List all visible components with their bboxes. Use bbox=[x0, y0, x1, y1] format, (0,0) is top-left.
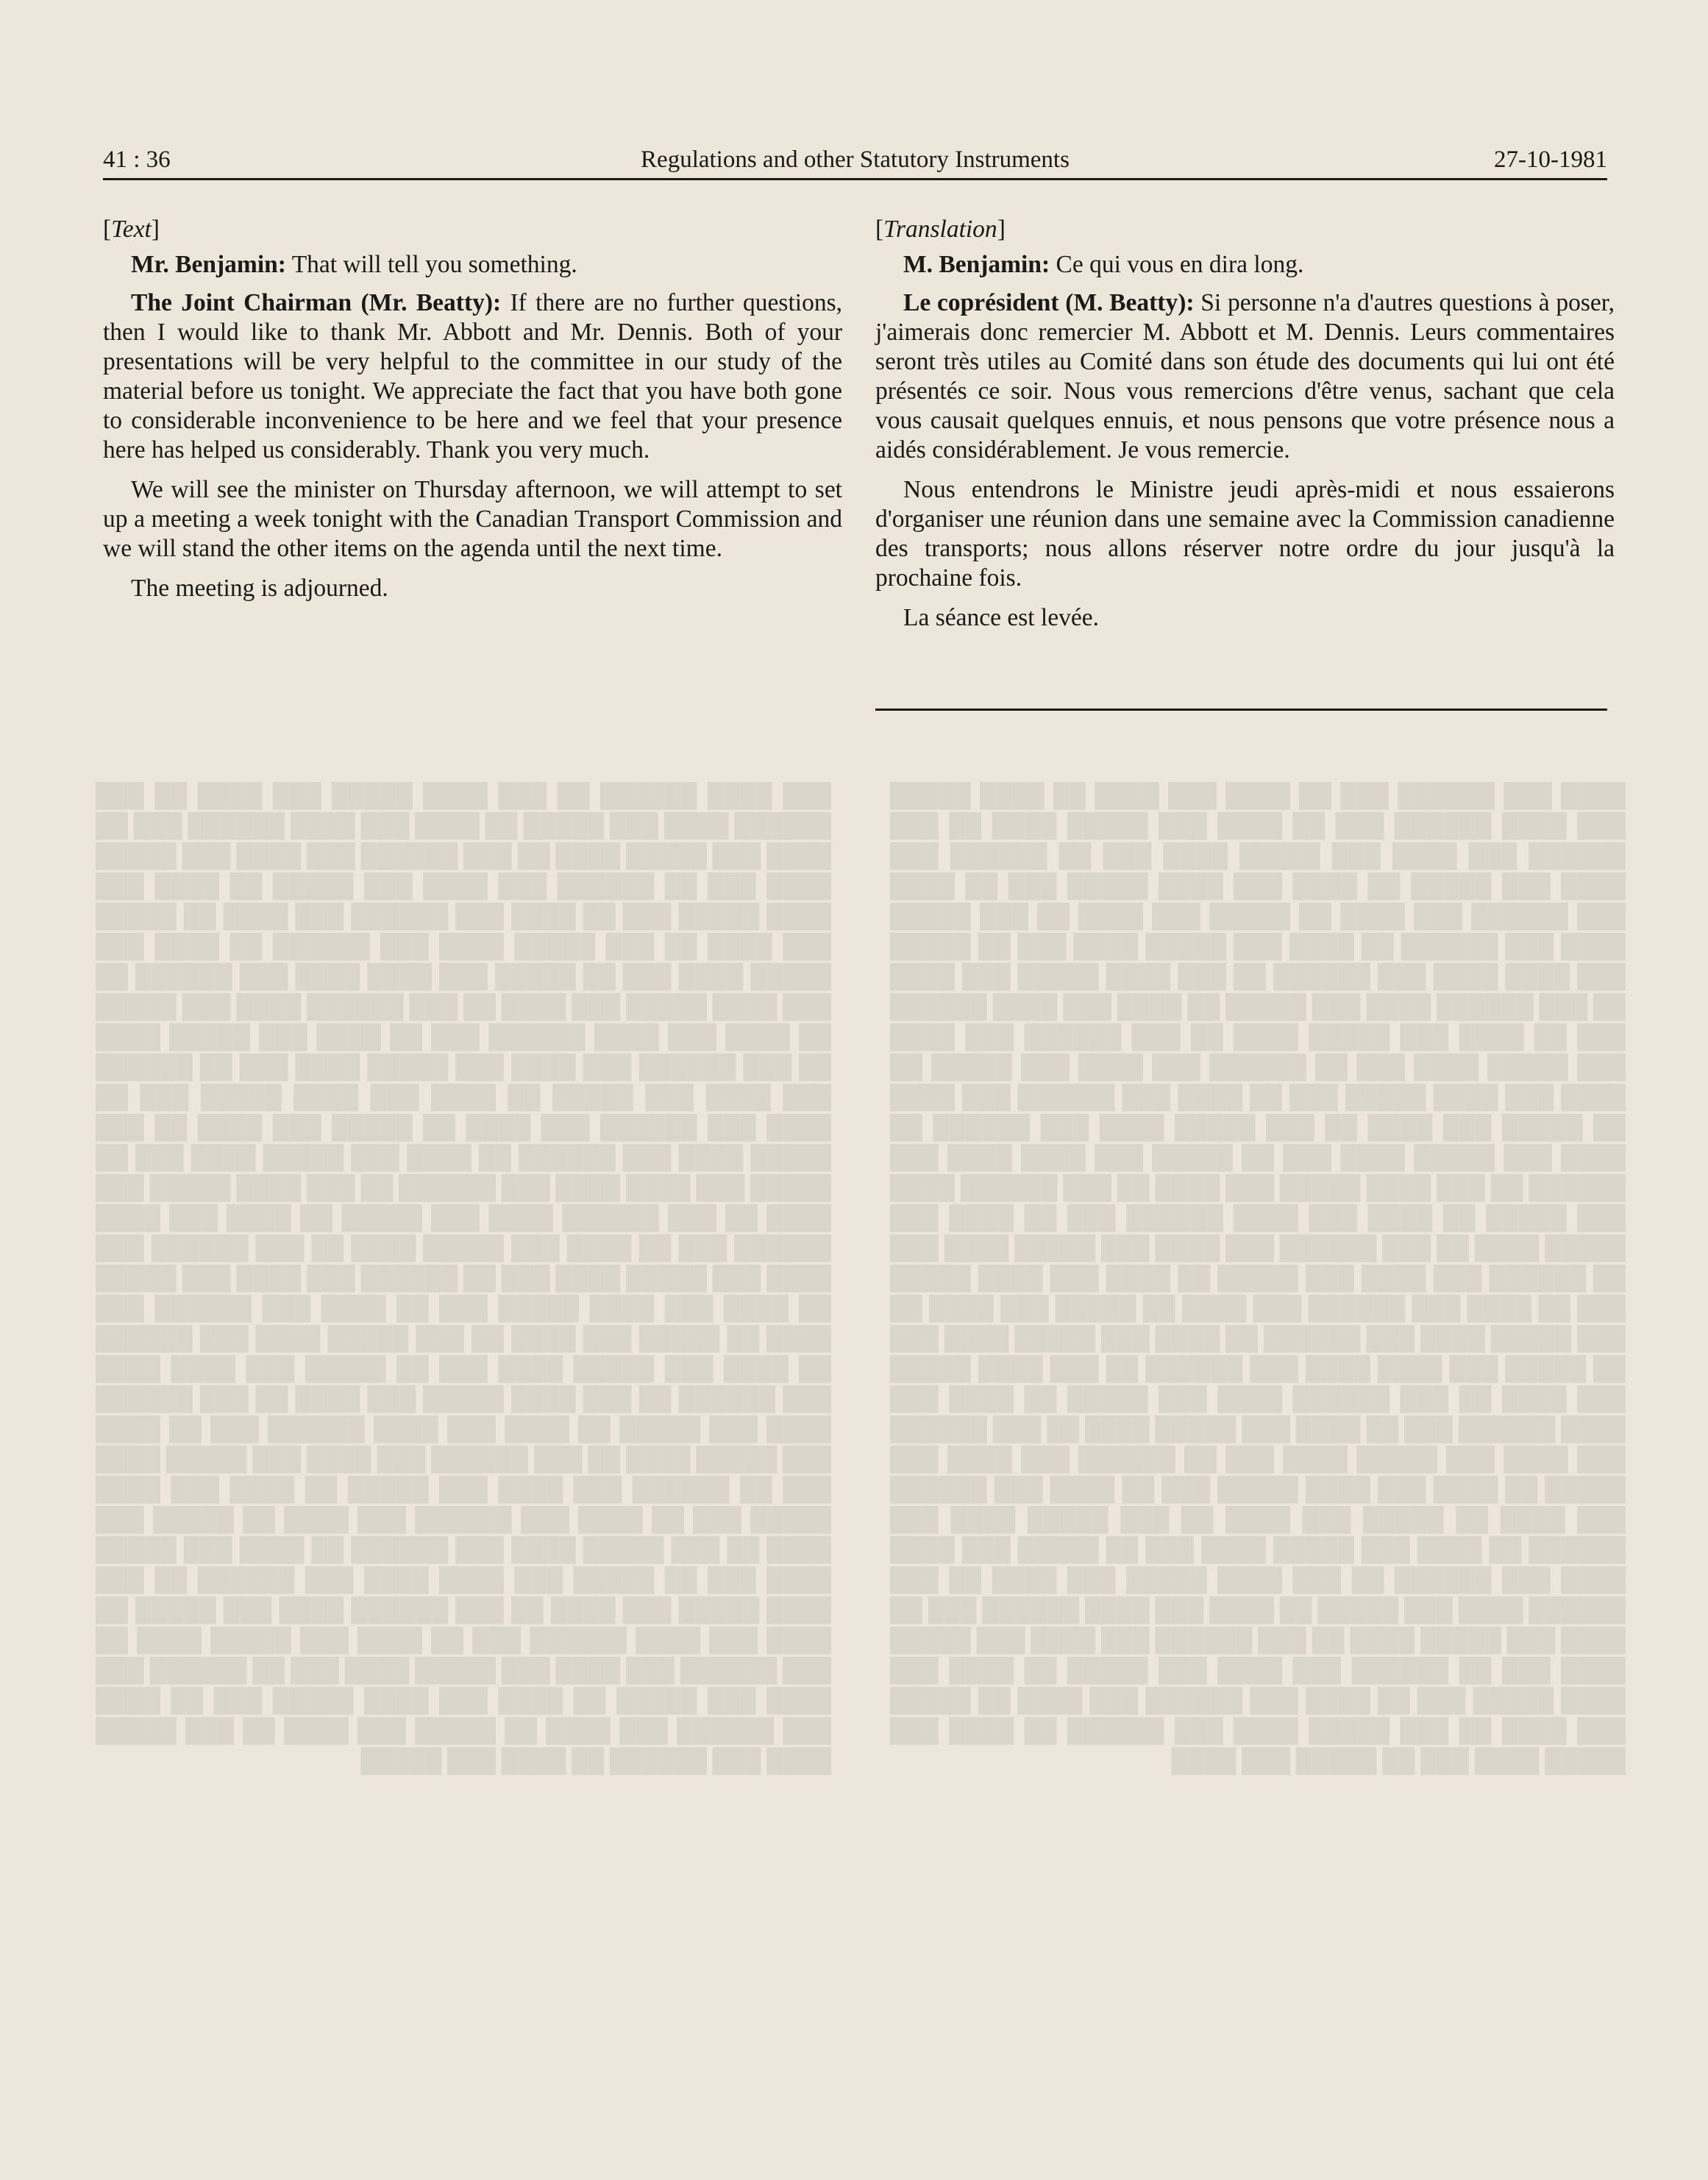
english-column bbox=[103, 215, 842, 612]
language-tag: [Text] bbox=[103, 216, 160, 243]
speaker-name: Mr. Benjamin: bbox=[131, 251, 286, 278]
speech-text: Si personne n'a d'autres questions à poser, j'aimerais donc remercier M. Abbott et M. Dennis. Leurs commentaires seront très utiles au Comité dans son étude des documents qui lui ont été présentés ce soir. Nous vous remercions d'être venus, sachant que cela vous causait quelques ennuis, et nous pensons que votre présence nous a aidés considérablement. Je vous remercie. bbox=[875, 289, 1615, 464]
section-end-rule bbox=[875, 709, 1607, 711]
language-tag-label: Text bbox=[111, 216, 152, 243]
language-tag-label: Translation bbox=[883, 216, 997, 243]
speech-text: We will see the minister on Thursday afternoon, we will attempt to set up a meeting a week tonight with the Canadian Transport Commission and we will stand the other items on the agenda until the next time. bbox=[103, 476, 842, 562]
issue-date: 27-10-1981 bbox=[1494, 146, 1607, 173]
speech-text: The meeting is adjourned. bbox=[131, 575, 388, 602]
speech-text: La séance est levée. bbox=[903, 604, 1099, 631]
running-header bbox=[103, 140, 1607, 180]
speech-text: Ce qui vous en dira long. bbox=[1050, 251, 1304, 278]
speaker-name: Le coprésident (M. Beatty): bbox=[903, 289, 1195, 316]
speech-text: Nous entendrons le Ministre jeudi après-midi et nous essaierons d'organiser une réunion dans une semaine avec la Commission canadienne des transports; nous allons réserver notre ordre du jour jusqu'à la prochaine fois. bbox=[875, 476, 1615, 592]
bleed-through-texture bbox=[96, 780, 1626, 2104]
speaker-name: The Joint Chairman (Mr. Beatty): bbox=[131, 289, 502, 316]
speech-paragraph bbox=[103, 475, 842, 564]
speech-paragraph bbox=[103, 574, 842, 603]
french-column bbox=[875, 215, 1615, 642]
page-number: 41 : 36 bbox=[103, 146, 171, 173]
speech-text: If there are no further questions, then I would like to thank Mr. Abbott and Mr. Dennis. Both of your presentations will be very helpful to the committee in our study of the material before us tonight. We appreciate the fact that you have both gone to considerable inconvenience to be here and we feel that your presence here has helped us considerably. Thank you very much. bbox=[103, 289, 842, 464]
bleed-through-left: ████ ███ ██████ ███ ██ ████ ███ ████ ██ ████ █████ ███ ████ ██████ ███ ██ ████ ███ █████ ████ ██ ███ ██████ ███ ████ ███ █████ ████ ███ ██ ██████ ███ ████ ███ █████ ██ ████ ███ ████ █████ ███ ██ ████ ███ ██████ ███ ████ ██ █████ ███ ████ ██ ███ █████ ████ ███ ██████ ██ ████ ███ █████ ████ ███ ██ █████ ███ ████ ████ ███ ██████ ██ ███ ████ █████ ███ ████ ██ ███ ██████ ████ ███ █████ ██ ████ ███ ████ ██████ ███ ██ ████ ███ █████ ████ ██ ███ ██████ ███ ████ ███ █████ ████ ███ ██ ██████ ███ ████ ███ █████ ██ ████ ███ ████ █████ ███ ██ ████ ███ ██████ ███ ████ ██ █████ ███ ████ ██ ███ █████ ████ ███ ██████ ██ ████ ███ █████ ████ ███ ██ █████ ███ ████ ████ ███ ██████ ██ ███ ████ █████ ███ ████ ██ ███ ██████ ████ ███ █████ ██ ████ ███ ████ ██████ ███ ██ ████ ███ █████ ████ ██ ███ ██████ ███ ████ ███ █████ ████ ███ ██ ██████ ███ ████ ███ █████ ██ ████ ███ ████ █████ ███ ██ ████ ███ ██████ ███ ████ ██ █████ ███ ████ ██ ███ █████ ████ ███ ██████ ██ ████ ███ █████ ████ ███ ██ █████ ███ ████ ████ ███ ██████ ██ ███ ████ █████ ███ ████ ██ ███ ██████ ████ ███ █████ ██ ████ ███ ████ ██████ ███ ██ ████ ███ █████ ████ ██ ███ ██████ ███ ████ ███ █████ ████ ███ ██ ██████ ███ ████ ███ █████ ██ ████ ███ ████ █████ ███ ██ ████ ███ ██████ ███ ████ ██ █████ ███ ████ ██ ███ █████ ████ ███ ██████ ██ ████ ███ █████ ████ ███ ██ █████ ███ ████ ████ ███ ██████ ██ ███ ████ █████ ███ ████ ██ ███ ██████ ████ ███ █████ ██ ████ ███ ████ ██████ ███ ██ ████ ███ █████ ████ ██ ███ ██████ ███ ████ ███ █████ ████ ███ ██ ██████ ███ ████ ███ █████ ██ ████ ███ ████ █████ ███ ██ ████ ███ ██████ ███ ████ ██ █████ ███ ████ ██ ███ █████ ████ ███ ██████ ██ ████ ███ █████ ████ ███ ██ █████ ███ ████ bbox=[890, 782, 1626, 1773]
speech-paragraph bbox=[103, 250, 842, 280]
speaker-name: M. Benjamin: bbox=[903, 251, 1050, 278]
bleed-through-right: ███ ████ ██████ ██ ███ ████ █████ ███ ████ ██ ███ ██████ ████ ███ █████ ██ ████ ███ ████ ██████ ███ ██ ████ ███ █████ ████ ██ ███ ██████ ███ ████ ███ █████ ████ ███ ██ ██████ ███ ████ ███ █████ ██ ████ ███ ████ █████ ███ ██ ████ ███ ██████ ███ ████ ██ █████ ███ ████ ██ ███ █████ ████ ███ ██████ ██ ████ ███ █████ ████ ███ ██ █████ ███ ████ ████ ███ ██████ ██ ███ ████ █████ ███ ████ ██ ███ ██████ ████ ███ █████ ██ ████ ███ ████ ██████ ███ ██ ████ ███ █████ ████ ██ ███ ██████ ███ ████ ███ █████ ████ ███ ██ ██████ ███ ████ ███ █████ ██ ████ ███ ████ █████ ███ ██ ████ ███ ██████ ███ ████ ██ █████ ███ ████ ██ ███ █████ ████ ███ ██████ ██ ████ ███ █████ ████ ███ ██ █████ ███ ████ ████ ███ ██████ ██ ███ ████ █████ ███ ████ ██ ███ ██████ ████ ███ █████ ██ ████ ███ ████ ██████ ███ ██ ████ ███ █████ ████ ██ ███ ██████ ███ ████ ███ █████ ████ ███ ██ ██████ ███ ████ ███ █████ ██ ████ ███ ████ █████ ███ ██ ████ ███ ██████ ███ ████ ██ █████ ███ ████ ██ ███ █████ ████ ███ ██████ ██ ████ ███ █████ ████ ███ ██ █████ ███ ████ ████ ███ ██████ ██ ███ ████ █████ ███ ████ ██ ███ ██████ ████ ███ █████ ██ ████ ███ ████ ██████ ███ ██ ████ ███ █████ ████ ██ ███ ██████ ███ ████ ███ █████ ████ ███ ██ ██████ ███ ████ ███ █████ ██ ████ ███ ████ █████ ███ ██ ████ ███ ██████ ███ ████ ██ █████ ███ ████ ██ ███ █████ ████ ███ ██████ ██ ████ ███ █████ ████ ███ ██ █████ ███ ████ ████ ███ ██████ ██ ███ ████ █████ ███ ████ ██ ███ ██████ ████ ███ █████ ██ ████ ███ ████ ██████ ███ ██ ████ ███ █████ ████ ██ ███ ██████ ███ ████ ███ █████ ████ ███ ██ ██████ ███ ████ ███ █████ ██ ████ ███ ████ █████ ███ ██ ████ ███ ██████ ███ ████ ██ █████ ███ ████ ██ ███ █████ ████ ███ ██████ ██ ████ ███ █████ bbox=[96, 782, 831, 1773]
speech-paragraph bbox=[875, 603, 1615, 633]
speech-paragraph bbox=[875, 288, 1615, 465]
language-tag: [Translation] bbox=[875, 216, 1006, 243]
speech-text: That will tell you something. bbox=[285, 251, 577, 278]
publication-title: Regulations and other Statutory Instruments bbox=[641, 146, 1070, 173]
speech-paragraph bbox=[103, 288, 842, 465]
speech-paragraph bbox=[875, 250, 1615, 280]
speech-paragraph bbox=[875, 475, 1615, 593]
